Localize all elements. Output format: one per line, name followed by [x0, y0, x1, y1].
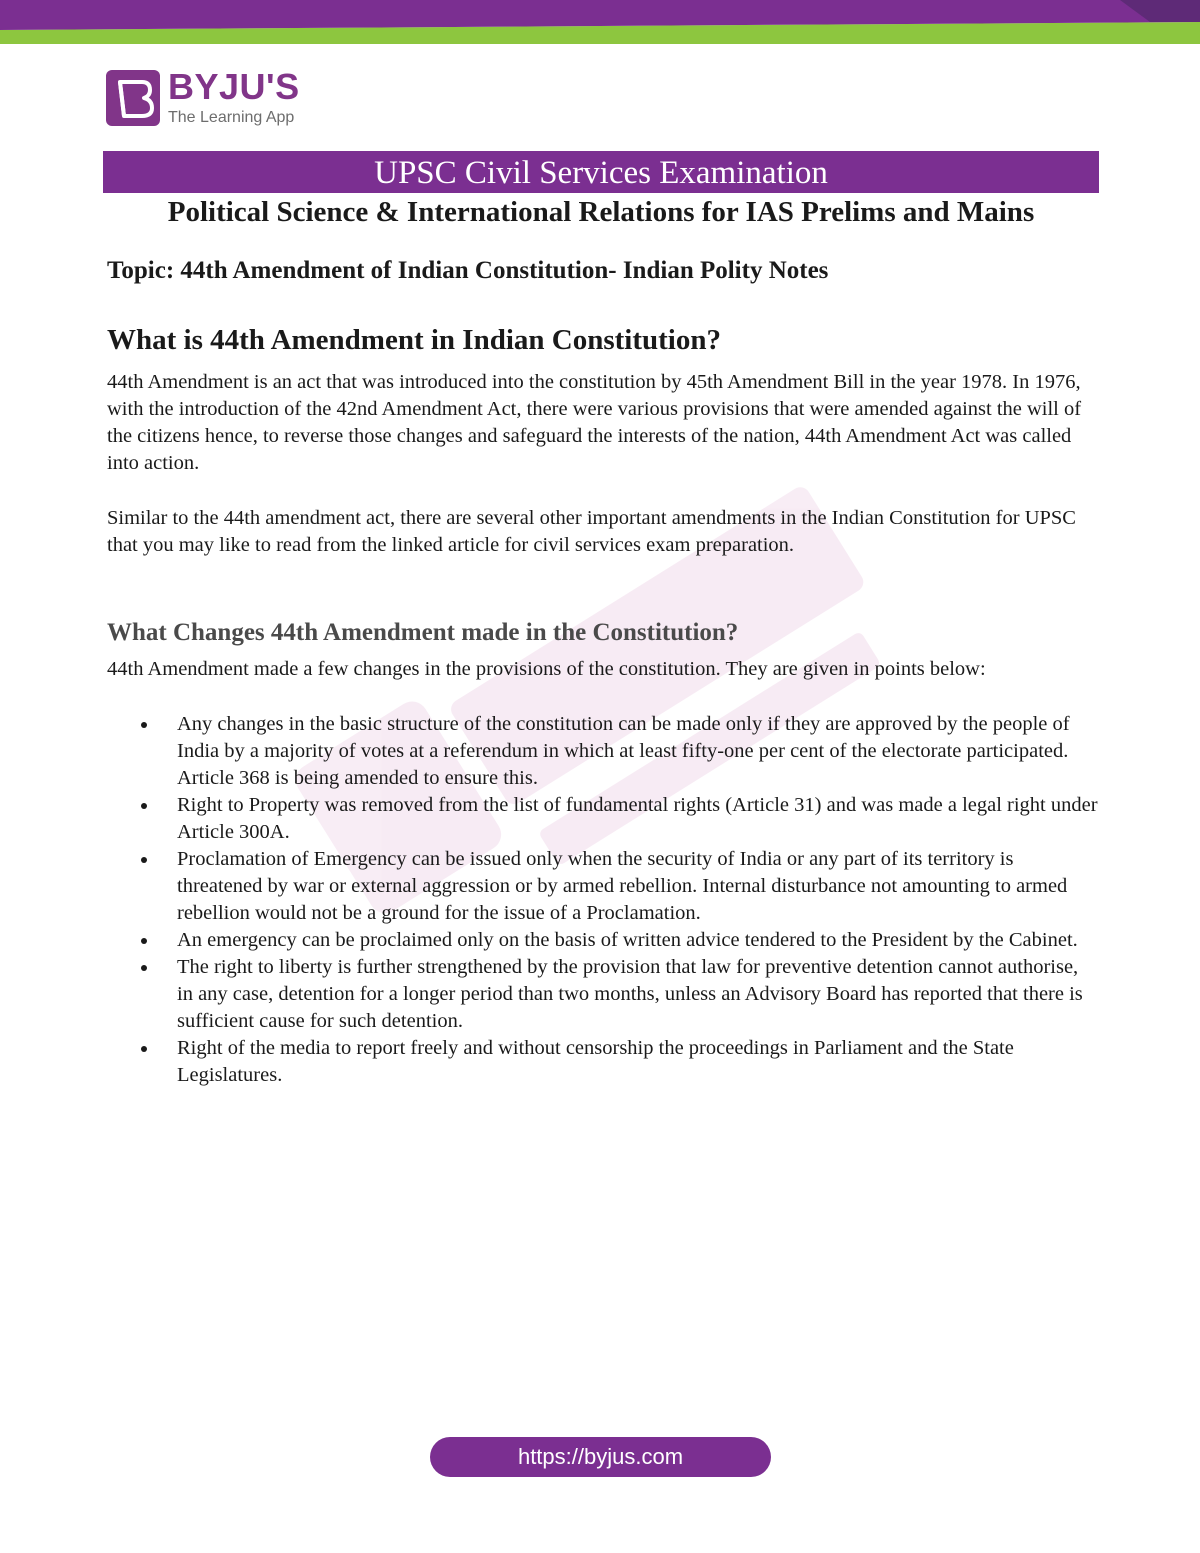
list-item-text: Right to Property was removed from the list of fundamental rights (Article 31) and was made a legal right under Article 300A. — [177, 794, 1098, 843]
logo-b-icon — [106, 70, 160, 126]
topic-heading: Topic: 44th Amendment of Indian Constitution- Indian Polity Notes — [107, 257, 829, 284]
header-decorative-bars — [0, 0, 1200, 44]
list-item — [107, 792, 1099, 846]
exam-banner: UPSC Civil Services Examination — [103, 151, 1099, 193]
logo-tagline: The Learning App — [168, 109, 295, 126]
bullet-icon — [141, 1046, 147, 1052]
list-item-text: Right of the media to report freely and without censorship the proceedings in Parliament and the State Legislatures. — [177, 1037, 1014, 1086]
bullet-icon — [141, 938, 147, 944]
section1-paragraph-1: 44th Amendment is an act that was introduced into the constitution by 45th Amendment Bill in the year 1978. In 1976, with the introduction of the 42nd Amendment Act, there were various provisions that were amended against the will of the citizens hence, to reverse those changes and safeguard the interests of the nation, 44th Amendment Act was called into action. — [107, 371, 1082, 474]
list-item — [107, 1035, 1099, 1089]
bullet-icon — [141, 803, 147, 809]
changes-list — [107, 711, 1099, 1089]
section2-heading: What Changes 44th Amendment made in the Constitution? — [107, 619, 739, 646]
list-item — [107, 711, 1099, 792]
list-item-text: Proclamation of Emergency can be issued only when the security of India or any part of its territory is threatened by war or external aggression or by armed rebellion. Internal disturbance not amounting to armed rebellion would not be a ground for the issue of a Proclamation. — [177, 848, 1068, 924]
section1-heading: What is 44th Amendment in Indian Constitution? — [107, 324, 721, 356]
section2-intro: 44th Amendment made a few changes in the provisions of the constitution. They are given in points below: — [107, 658, 986, 680]
list-item — [107, 954, 1099, 1035]
subject-subtitle: Political Science & International Relations for IAS Prelims and Mains — [167, 196, 1035, 228]
logo-wordmark: BYJU'S — [168, 66, 300, 107]
footer-url-link[interactable]: https://byjus.com — [430, 1437, 771, 1477]
list-item-text: The right to liberty is further strengthened by the provision that law for preventive detention cannot authorise, in any case, detention for a longer period than two months, unless an Advisory Board has reported that there is sufficient cause for such detention. — [177, 956, 1083, 1032]
bullet-icon — [141, 965, 147, 971]
bullet-icon — [141, 857, 147, 863]
bullet-icon — [141, 722, 147, 728]
section1-paragraph-2: Similar to the 44th amendment act, there are several other important amendments in the Indian Constitution for UPSC that you may like to read from the linked article for civil services exam preparation. — [107, 507, 1076, 556]
list-item-text: Any changes in the basic structure of the constitution can be made only if they are approved by the people of India by a majority of votes at a referendum in which at least fifty-one per cent of the electorate participated. Article 368 is being amended to ensure this. — [177, 713, 1070, 789]
list-item — [107, 846, 1099, 927]
byjus-logo — [106, 66, 316, 130]
list-item-text: An emergency can be proclaimed only on the basis of written advice tendered to the President by the Cabinet. — [177, 929, 1078, 951]
list-item — [107, 927, 1099, 954]
